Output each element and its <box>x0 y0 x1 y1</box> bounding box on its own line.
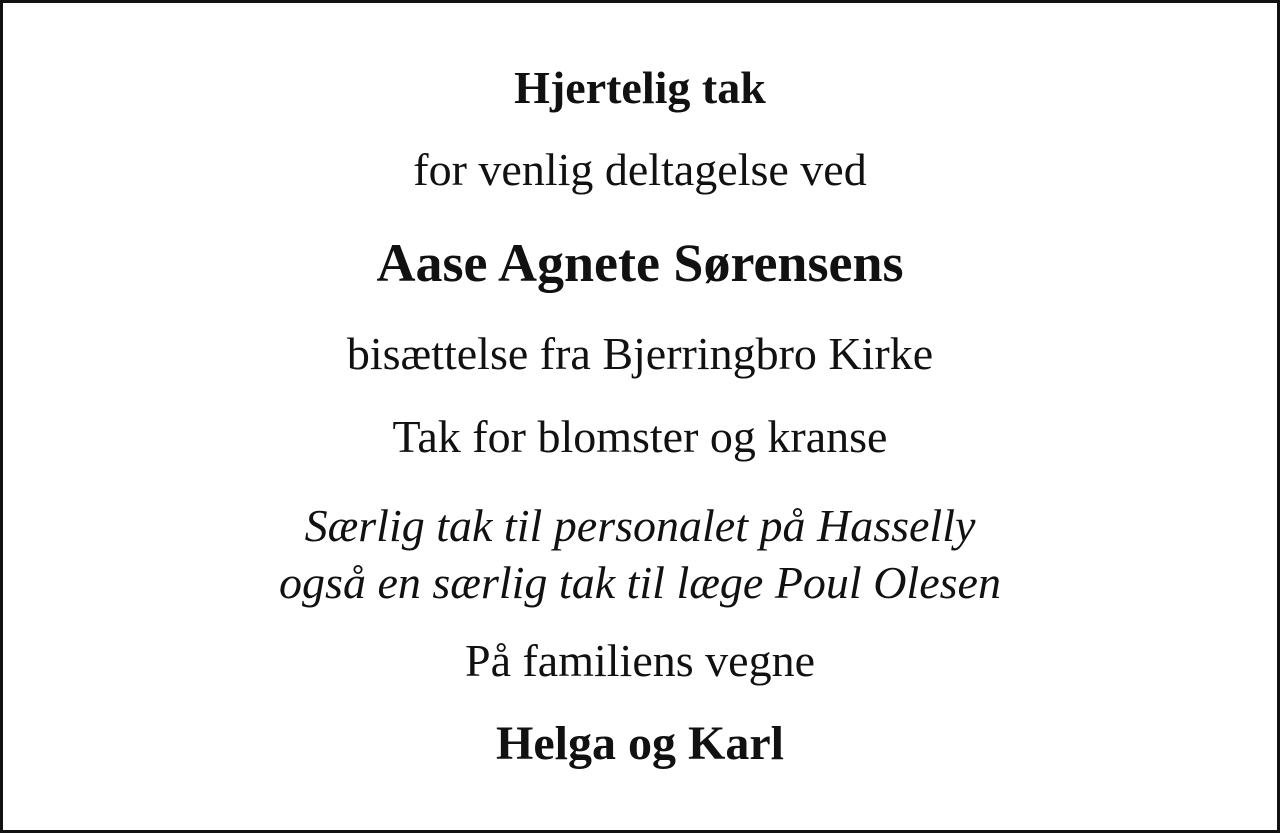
notice-intro: for venlig deltagelse ved <box>413 144 867 195</box>
special-thanks-block <box>3 497 1277 611</box>
on-behalf-of-family: På familiens vegne <box>464 635 815 686</box>
flowers-thanks: Tak for blomster og kranse <box>392 411 888 462</box>
special-thanks-line: også en særlig tak til læge Poul Olesen <box>279 557 1001 608</box>
special-thanks-line: Særlig tak til personalet på Hasselly <box>304 500 976 551</box>
deceased-name: Aase Agnete Sørensens <box>376 233 904 293</box>
funeral-location: bisættelse fra Bjerringbro Kirke <box>346 328 934 379</box>
signers: Helga og Karl <box>496 717 784 770</box>
notice-heading: Hjertelig tak <box>514 62 766 113</box>
